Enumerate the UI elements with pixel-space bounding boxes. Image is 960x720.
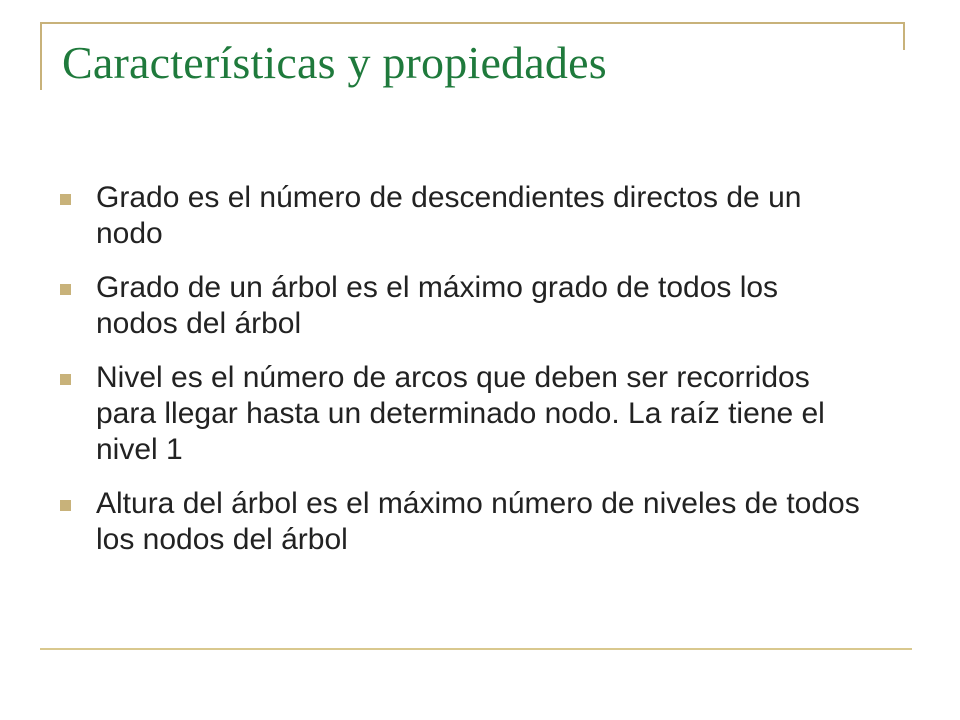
title-frame-right-line	[903, 22, 905, 50]
title-frame-left-line	[40, 22, 42, 90]
square-bullet-icon	[60, 284, 71, 295]
bullet-text: Grado es el número de descendientes directos de un nodo	[96, 181, 802, 250]
slide-title: Características y propiedades	[62, 37, 607, 88]
title-frame-top-line	[40, 22, 905, 24]
square-bullet-icon	[60, 374, 71, 385]
footer-divider-line	[40, 648, 912, 650]
bullet-list	[60, 180, 860, 576]
bullet-item	[60, 270, 860, 342]
bullet-item	[60, 486, 860, 558]
bullet-item	[60, 180, 860, 252]
bullet-text: Altura del árbol es el máximo número de niveles de todos los nodos del árbol	[96, 487, 860, 556]
square-bullet-icon	[60, 500, 71, 511]
bullet-text: Nivel es el número de arcos que deben ser recorridos para llegar hasta un determinado nodo. La raíz tiene el nivel 1	[96, 361, 825, 466]
square-bullet-icon	[60, 194, 71, 205]
bullet-text: Grado de un árbol es el máximo grado de todos los nodos del árbol	[96, 271, 779, 340]
bullet-item	[60, 360, 860, 468]
